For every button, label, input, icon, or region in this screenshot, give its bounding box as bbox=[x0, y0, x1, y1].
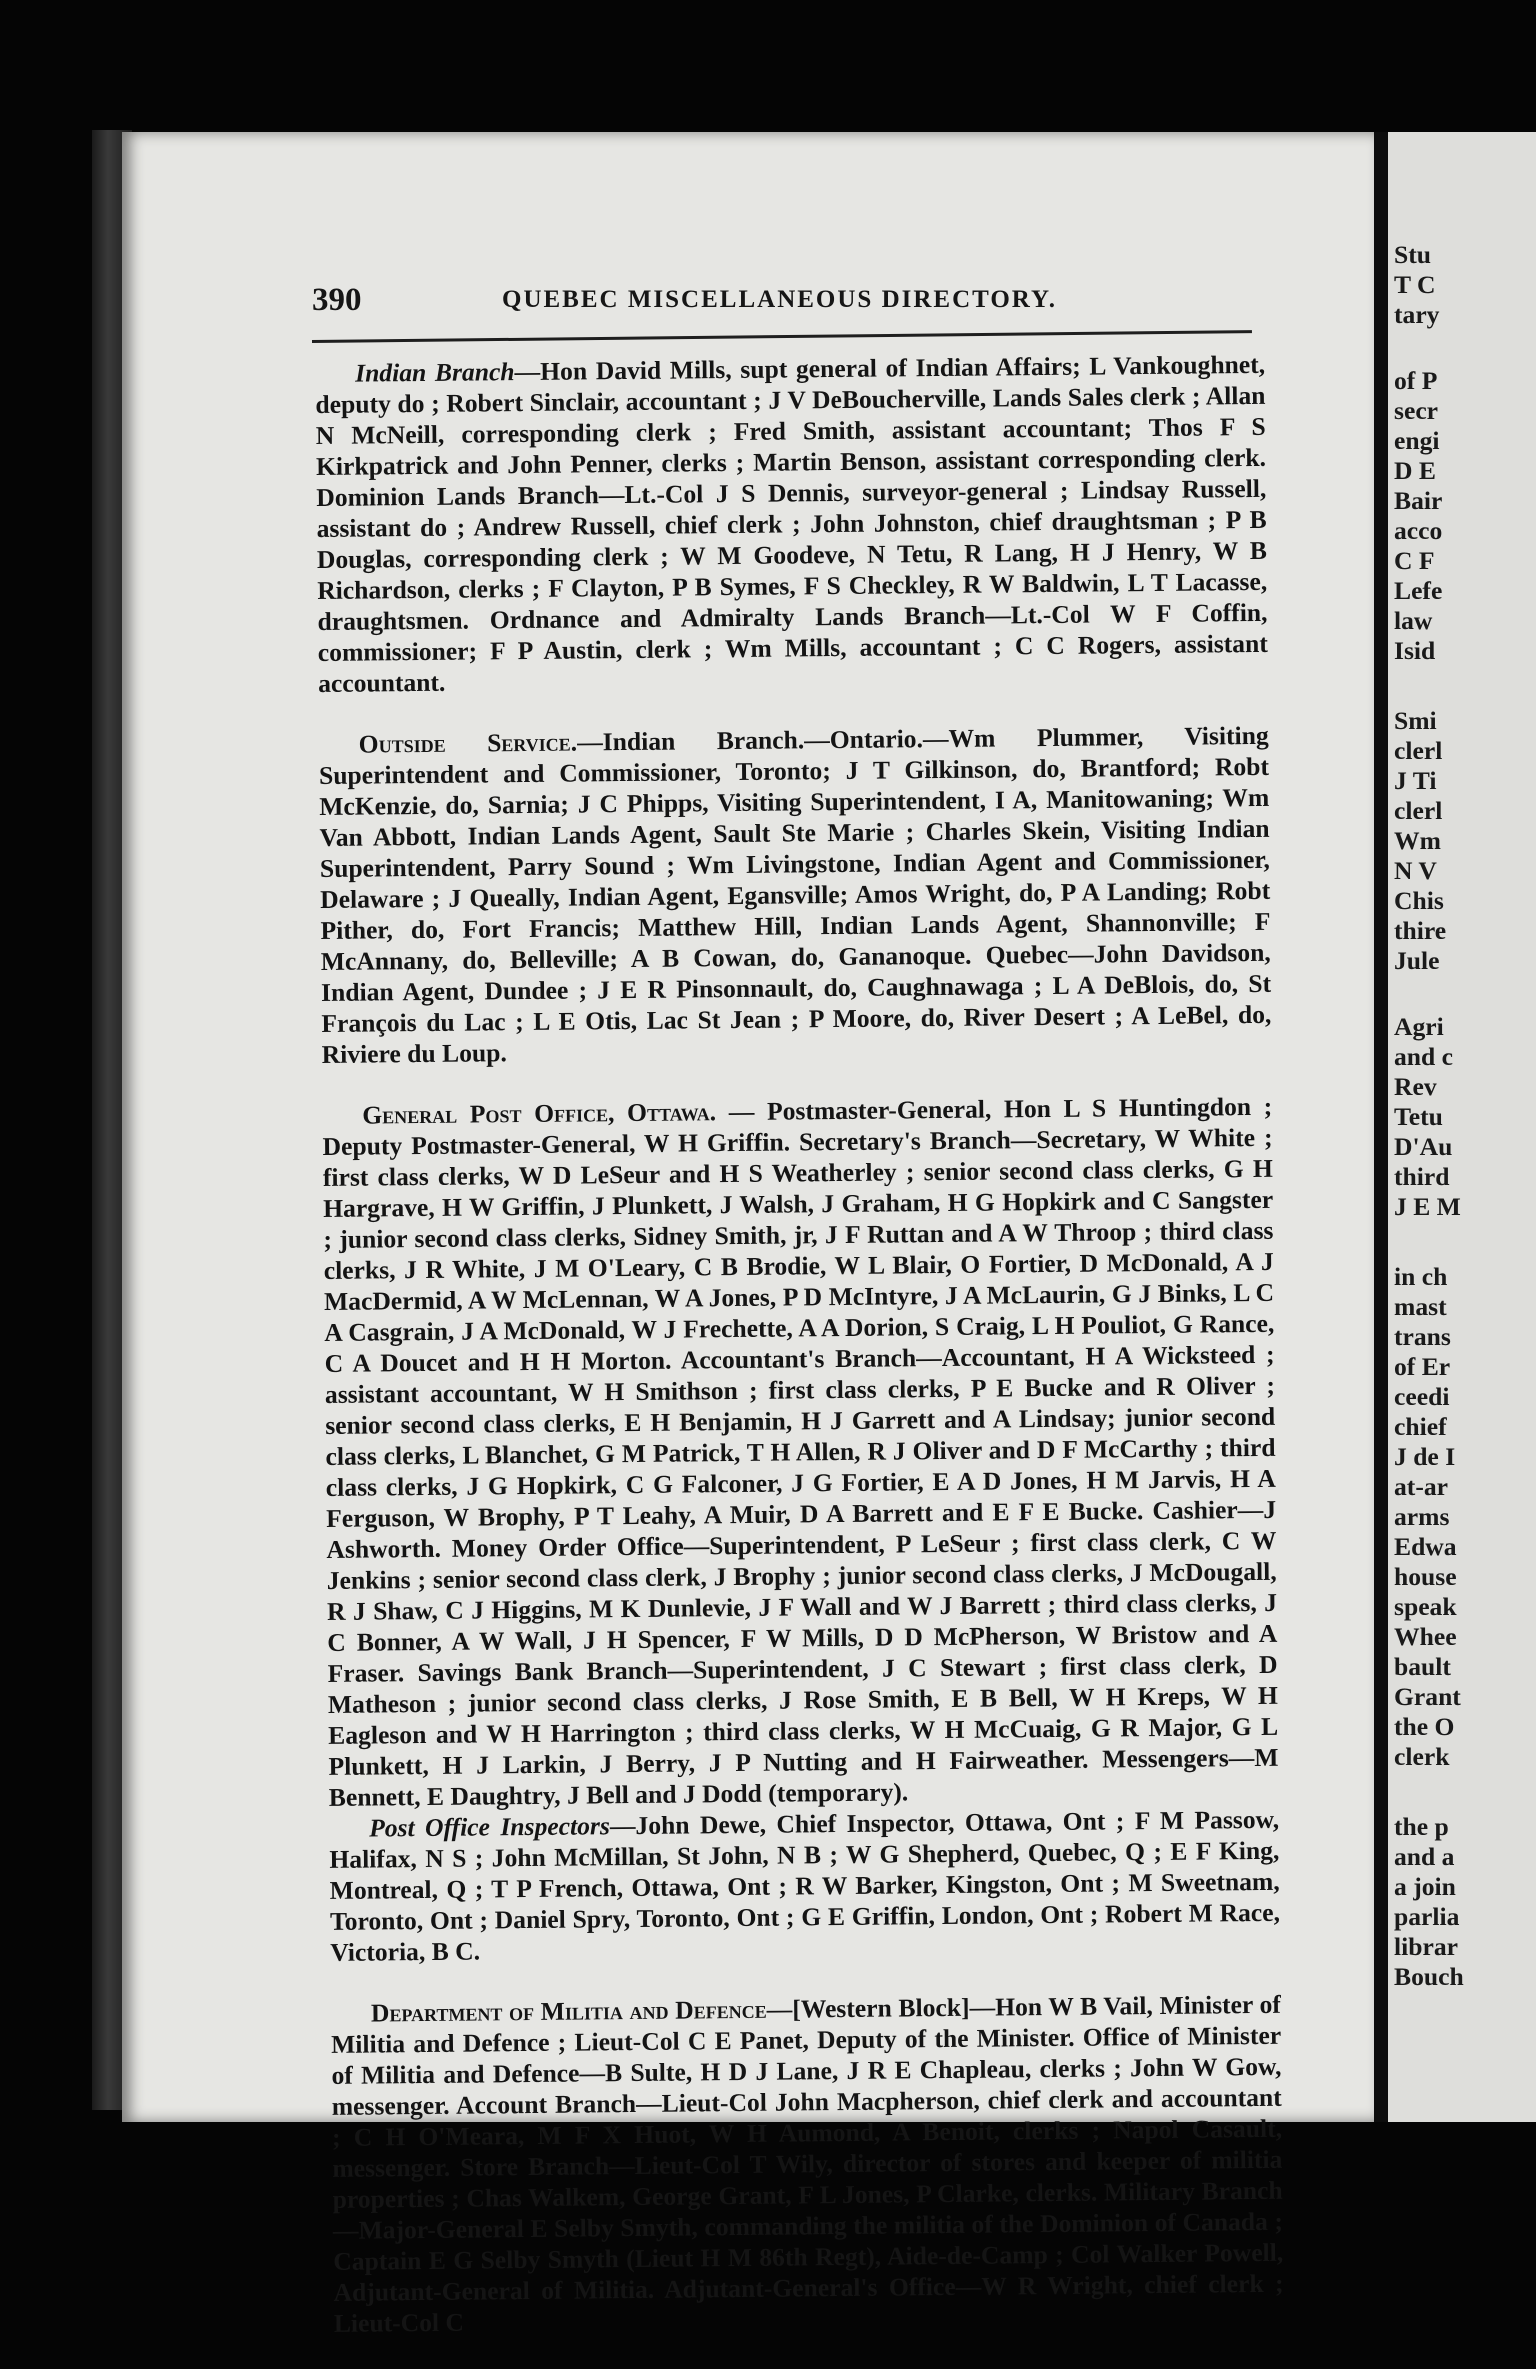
page-gutter bbox=[1374, 132, 1388, 2122]
adjacent-page-fragment: acco bbox=[1394, 516, 1443, 545]
adjacent-page-fragment: of P bbox=[1394, 366, 1438, 395]
paragraph-militia-defence bbox=[331, 1989, 1284, 2339]
adjacent-page-fragment: and a bbox=[1394, 1842, 1455, 1871]
adjacent-page-fragment: Lefe bbox=[1394, 576, 1443, 605]
adjacent-page-edge bbox=[1388, 132, 1536, 2122]
adjacent-page-fragment: Tetu bbox=[1394, 1102, 1443, 1131]
adjacent-page-fragment: clerl bbox=[1394, 796, 1443, 825]
paragraph-lead: Outside Service. bbox=[358, 727, 578, 759]
adjacent-page-fragment: chief bbox=[1394, 1412, 1447, 1441]
adjacent-page-fragment: D E bbox=[1394, 456, 1436, 485]
adjacent-page-fragment: at-ar bbox=[1394, 1472, 1448, 1501]
adjacent-page-fragment: third bbox=[1394, 1162, 1450, 1191]
adjacent-page-fragment: and c bbox=[1394, 1042, 1454, 1071]
adjacent-page-fragment: a join bbox=[1394, 1872, 1456, 1901]
adjacent-page-fragment: Isid bbox=[1394, 636, 1436, 665]
adjacent-page-fragment: clerk bbox=[1394, 1742, 1450, 1771]
adjacent-page-fragment: J de I bbox=[1394, 1442, 1456, 1471]
adjacent-page-fragment: bault bbox=[1394, 1652, 1451, 1681]
header-rule bbox=[312, 330, 1252, 343]
page-body bbox=[315, 349, 1284, 2369]
adjacent-page-fragment: Edwa bbox=[1394, 1532, 1457, 1561]
adjacent-page-fragment: Stu bbox=[1394, 240, 1431, 269]
adjacent-page-fragment: mast bbox=[1394, 1292, 1447, 1321]
adjacent-page-fragment: Bair bbox=[1394, 486, 1443, 515]
adjacent-page-fragment: Bouch bbox=[1394, 1962, 1464, 1991]
adjacent-page-fragment: law bbox=[1394, 606, 1433, 635]
adjacent-page-fragment: Wm bbox=[1394, 826, 1441, 855]
adjacent-page-fragment: thire bbox=[1394, 916, 1447, 945]
adjacent-page-fragment: C F bbox=[1394, 546, 1435, 575]
paragraph-lead: Indian Branch bbox=[355, 357, 515, 388]
adjacent-page-fragment: house bbox=[1394, 1562, 1457, 1591]
paragraph-outside-service bbox=[319, 720, 1272, 1070]
adjacent-page-fragment: Rev bbox=[1394, 1072, 1437, 1101]
adjacent-page-fragment: Agri bbox=[1394, 1012, 1444, 1041]
paragraph-text: —Hon David Mills, supt general of Indian Affairs; L Vankoughnet, deputy do ; Robert Sinclair, accountant ; J V DeBoucherville, Lands Sales clerk ; Allan N McNeill, corresponding clerk ; Fred Smith, assistant accountant; Thos F S Kirkpatrick and John Penner, clerks ; Martin Benson, assistant corresponding clerk. Dominion Lands Branch—Lt.-Col J S Dennis, surveyor-general ; Lindsay Russell, assistant do ; Andrew Russell, chief clerk ; John Johnston, chief draughtsman ; P B Douglas, corresponding clerk ; W M Goodeve, N Tetu, R Lang, H J Henry, W B Richardson, clerks ; F Clayton, P B Symes, F S Checkley, R W Baldwin, L T Lacasse, draughtsmen. Ordnance and Admiralty Lands Branch—Lt.-Col W F Coffin, commissioner; F P Austin, clerk ; Wm Mills, accountant ; C C Rogers, assistant accountant. bbox=[315, 349, 1268, 698]
adjacent-page-fragment: in ch bbox=[1394, 1262, 1448, 1291]
paragraph-post-office-inspectors bbox=[329, 1804, 1280, 1968]
directory-page bbox=[122, 132, 1374, 2338]
adjacent-page-fragment: tary bbox=[1394, 300, 1440, 329]
adjacent-page-fragment: trans bbox=[1394, 1322, 1451, 1351]
page-number: 390 bbox=[312, 282, 362, 318]
adjacent-page-fragment: the O bbox=[1394, 1712, 1455, 1741]
adjacent-page-fragment: Chis bbox=[1394, 886, 1444, 915]
paragraph-general-post-office bbox=[322, 1091, 1279, 1813]
adjacent-page-fragment: secr bbox=[1394, 396, 1439, 425]
running-title: QUEBEC MISCELLANEOUS DIRECTORY. bbox=[502, 286, 1057, 313]
adjacent-page-fragment: ceedi bbox=[1394, 1382, 1450, 1411]
adjacent-page-fragment: speak bbox=[1394, 1592, 1457, 1621]
paragraph-lead: Post Office Inspectors bbox=[368, 1811, 611, 1843]
paragraph-text: —Indian Branch.—Ontario.—Wm Plummer, Visiting Superintendent and Commissioner, Toronto; J T Gilkinson, do, Brantford; Robt McKenzie, do, Sarnia; J C Phipps, Visiting Superintendent, I A, Manitowaning; Wm Van Abbott, Indian Lands Agent, Sault Ste Marie ; Charles Skein, Visiting Indian Superintendent, Parry Sound ; Wm Livingstone, Indian Agent and Commissioner, Delaware ; J Queally, Indian Agent, Egansville; Amos Wright, do, P A Landing; Robt Pither, do, Fort Francis; Matthew Hill, Indian Lands Agent, Shannonville; F McAnnany, do, Belleville; A B Cowan, do, Gananoque. Quebec—John Davidson, Indian Agent, Dundee ; J E R Pinsonnault, do, Caughnawaga ; L A DeBlois, do, St François du Lac ; L E Otis, Lac St Jean ; P Moore, do, River Desert ; A LeBel, do, Riviere du Loup. bbox=[318, 720, 1272, 1069]
adjacent-page-fragment: T C bbox=[1394, 270, 1436, 299]
paragraph-indian-branch bbox=[315, 349, 1268, 699]
adjacent-page-fragment: arms bbox=[1394, 1502, 1450, 1531]
adjacent-page-fragment: N V bbox=[1394, 856, 1437, 885]
paragraph-text: —John Dewe, Chief Inspector, Ottawa, Ont ; F M Passow, Halifax, N S ; John McMillan, St John, N B ; W G Shepherd, Quebec, Q ; E F King, Montreal, Q ; T P French, Ottawa, Ont ; R W Barker, Kingston, Ont ; M Sweetnam, Toronto, Ont ; Daniel Spry, Toronto, Ont ; G E Griffin, London, Ont ; Robert M Race, Victoria, B C. bbox=[329, 1804, 1281, 1967]
adjacent-page-fragment: the p bbox=[1394, 1812, 1449, 1841]
adjacent-page-fragment: J E M bbox=[1394, 1192, 1461, 1221]
adjacent-page-fragment: Grant bbox=[1394, 1682, 1461, 1711]
adjacent-page-fragment: Jule bbox=[1394, 946, 1440, 975]
adjacent-page-fragment: D'Au bbox=[1394, 1132, 1453, 1161]
paragraph-text: —[Western Block]—Hon W B Vail, Minister of Militia and Defence ; Lieut-Col C E Panet, Deputy of the Minister. Office of Minister of Militia and Defence—B Sulte, H D J Lane, J R E Chapleau, clerks ; John W Gow, messenger. Account Branch—Lieut-Col John Macpherson, chief clerk and accountant ; C H O'Meara, M F X Huot, W H Aumond, A Benoit, clerks ; Napol Casault, messenger. Store Branch—Lieut-Col T Wily, director of stores and keeper of militia properties ; Chas Walkem, George Grant, F L Jones, P Clarke, clerks. Military Branch—Major-General E Selby Smyth, commanding the militia of the Dominion of Canada ; Captain E G Selby Smyth (Lieut H M 86th Regt), Aide-de-Camp ; Col Walker Powell, Adjutant-General of Militia. Adjutant-General's Office—W R Wright, chief clerk ; Lieut-Col C bbox=[331, 1989, 1284, 2338]
adjacent-page-fragment: Smi bbox=[1394, 706, 1437, 735]
adjacent-page-fragment: parlia bbox=[1394, 1902, 1460, 1931]
paragraph-lead: General Post Office, Ottawa. bbox=[362, 1097, 717, 1130]
paragraph-lead: Department of Militia and Defence bbox=[370, 1994, 767, 2028]
adjacent-page-fragment: J Ti bbox=[1394, 766, 1437, 795]
adjacent-page-fragment: clerl bbox=[1394, 736, 1443, 765]
paragraph-text: — Postmaster-General, Hon L S Huntingdon ; Deputy Postmaster-General, W H Griffin. Secretary's Branch—Secretary, W White ; first class clerks, W D LeSeur and H S Weatherley ; senior second class clerks, G H Hargrave, H W Griffin, J Plunkett, J Walsh, J Graham, H G Hopkirk and C Sangster ; junior second class clerks, Sidney Smith, jr, J F Ruttan and A W Throop ; third class clerks, J R White, J M O'Leary, C B Brodie, W L Blair, O Fortier, D McDonald, A J MacDermid, A W McLennan, W A Jones, P D McIntyre, J A McLaurin, G J Binks, L C A Casgrain, J A McDonald, W J Frechette, A A Dorion, S Craig, L H Pouliot, G Rance, C A Doucet and H H Morton. Accountant's Branch—Accountant, H A Wicksteed ; assistant accountant, W H Smithson ; first class clerks, P E Bucke and R Oliver ; senior second class clerks, E H Benjamin, H J Garrett and A Lindsay; junior second class clerks, L Blanchet, G M Patrick, T H Allen, R J Oliver and D F McCarthy ; third class clerks, J G Hopkirk, C G Falconer, J G Fortier, E A D Jones, H M Jarvis, H A Ferguson, W Brophy, P T Leahy, A Muir, D A Barrett and E F E Bucke. Cashier—J Ashworth. Money Order Office—Superintendent, P LeSeur ; first class clerk, C W Jenkins ; senior second class clerk, J Brophy ; junior second class clerks, J McDougall, R J Shaw, C J Higgins, M K Dunlevie, J F Wall and W J Barrett ; third class clerks, J C Bonner, A W Wall, J H Spencer, F W Mills, D D McPherson, W Bristow and A Fraser. Savings Bank Branch—Superintendent, J C Stewart ; first class clerk, D Matheson ; junior second class clerks, J Rose Smith, E B Bell, W H Kreps, W H Eagleson and W H Harrington ; third class clerks, W H McCuaig, G R Major, G L Plunkett, H J Larkin, J Berry, J P Nutting and H Fairweather. Messengers—M Bennett, E Daughtry, J Bell and J Dodd (temporary). bbox=[322, 1091, 1279, 1812]
adjacent-page-fragment: librar bbox=[1394, 1932, 1458, 1961]
adjacent-page-fragment: Whee bbox=[1394, 1622, 1457, 1651]
page-header bbox=[312, 282, 1412, 322]
adjacent-page-fragment: engi bbox=[1394, 426, 1440, 455]
adjacent-page-fragment: of Er bbox=[1394, 1352, 1451, 1381]
